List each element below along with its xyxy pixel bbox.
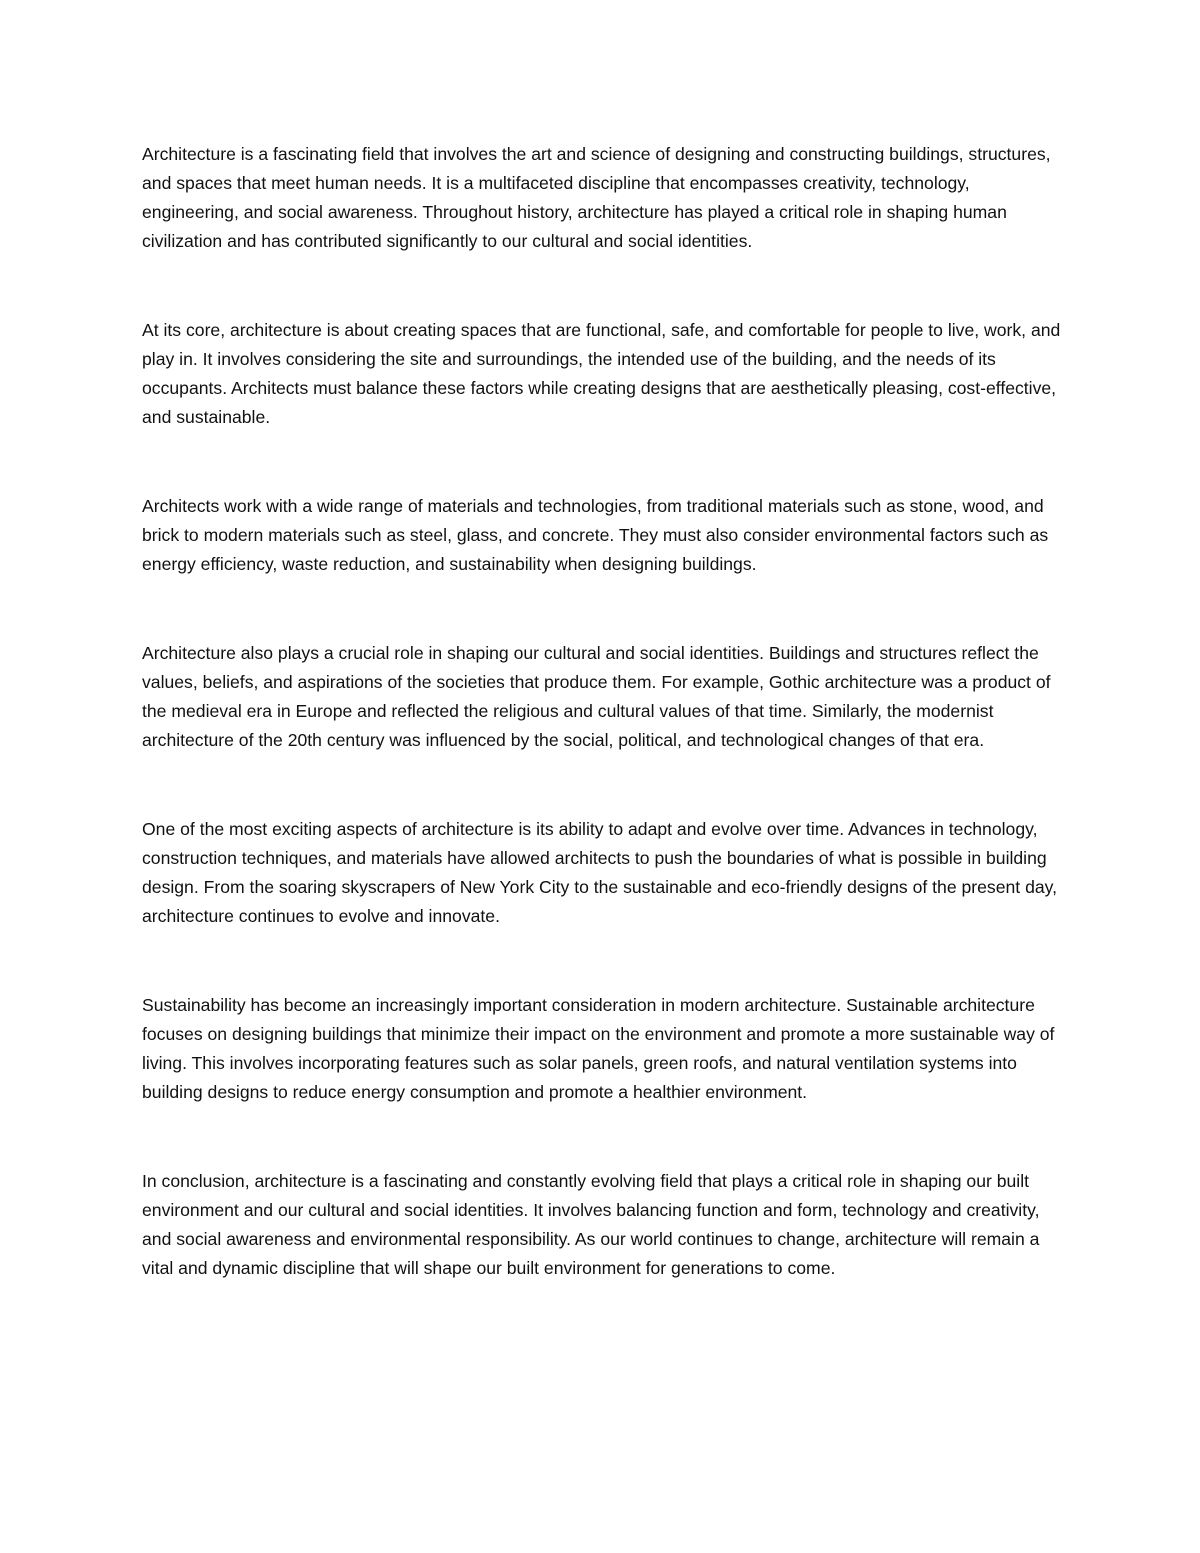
document-body xyxy=(142,140,1062,1283)
paragraph-1: Architecture is a fascinating field that involves the art and science of designing and constructing buildings, structures, and spaces that meet human needs. It is a multifaceted discipline that encompasses creativity, technology, engineering, and social awareness. Throughout history, architecture has played a critical role in shaping human civilization and has contributed significantly to our cultural and social identities. xyxy=(142,144,1051,251)
paragraph-2: At its core, architecture is about creating spaces that are functional, safe, and comfortable for people to live, work, and play in. It involves considering the site and surroundings, the intended use of the building, and the needs of its occupants. Architects must balance these factors while creating designs that are aesthetically pleasing, cost-effective, and sustainable. xyxy=(142,320,1061,427)
paragraph-3: Architects work with a wide range of materials and technologies, from traditional materials such as stone, wood, and brick to modern materials such as steel, glass, and concrete. They must also consider environmental factors such as energy efficiency, waste reduction, and sustainability when designing buildings. xyxy=(142,496,1049,574)
paragraph-7: In conclusion, architecture is a fascinating and constantly evolving field that plays a critical role in shaping our built environment and our cultural and social identities. It involves balancing function and form, technology and creativity, and social awareness and environmental responsibility. As our world continues to change, architecture will remain a vital and dynamic discipline that will shape our built environment for generations to come. xyxy=(142,1171,1040,1278)
paragraph-6: Sustainability has become an increasingly important consideration in modern architecture. Sustainable architecture focuses on designing buildings that minimize their impact on the environment and promote a more sustainable way of living. This involves incorporating features such as solar panels, green roofs, and natural ventilation systems into building designs to reduce energy consumption and promote a healthier environment. xyxy=(142,995,1055,1102)
paragraph-4: Architecture also plays a crucial role in shaping our cultural and social identities. Buildings and structures reflect the values, beliefs, and aspirations of the societies that produce them. For example, Gothic architecture was a product of the medieval era in Europe and reflected the religious and cultural values of that time. Similarly, the modernist architecture of the 20th century was influenced by the social, political, and technological changes of that era. xyxy=(142,643,1051,750)
paragraph-5: One of the most exciting aspects of architecture is its ability to adapt and evolve over time. Advances in technology, construction techniques, and materials have allowed architects to push the boundaries of what is possible in building design. From the soaring skyscrapers of New York City to the sustainable and eco-friendly designs of the present day, architecture continues to evolve and innovate. xyxy=(142,819,1058,926)
